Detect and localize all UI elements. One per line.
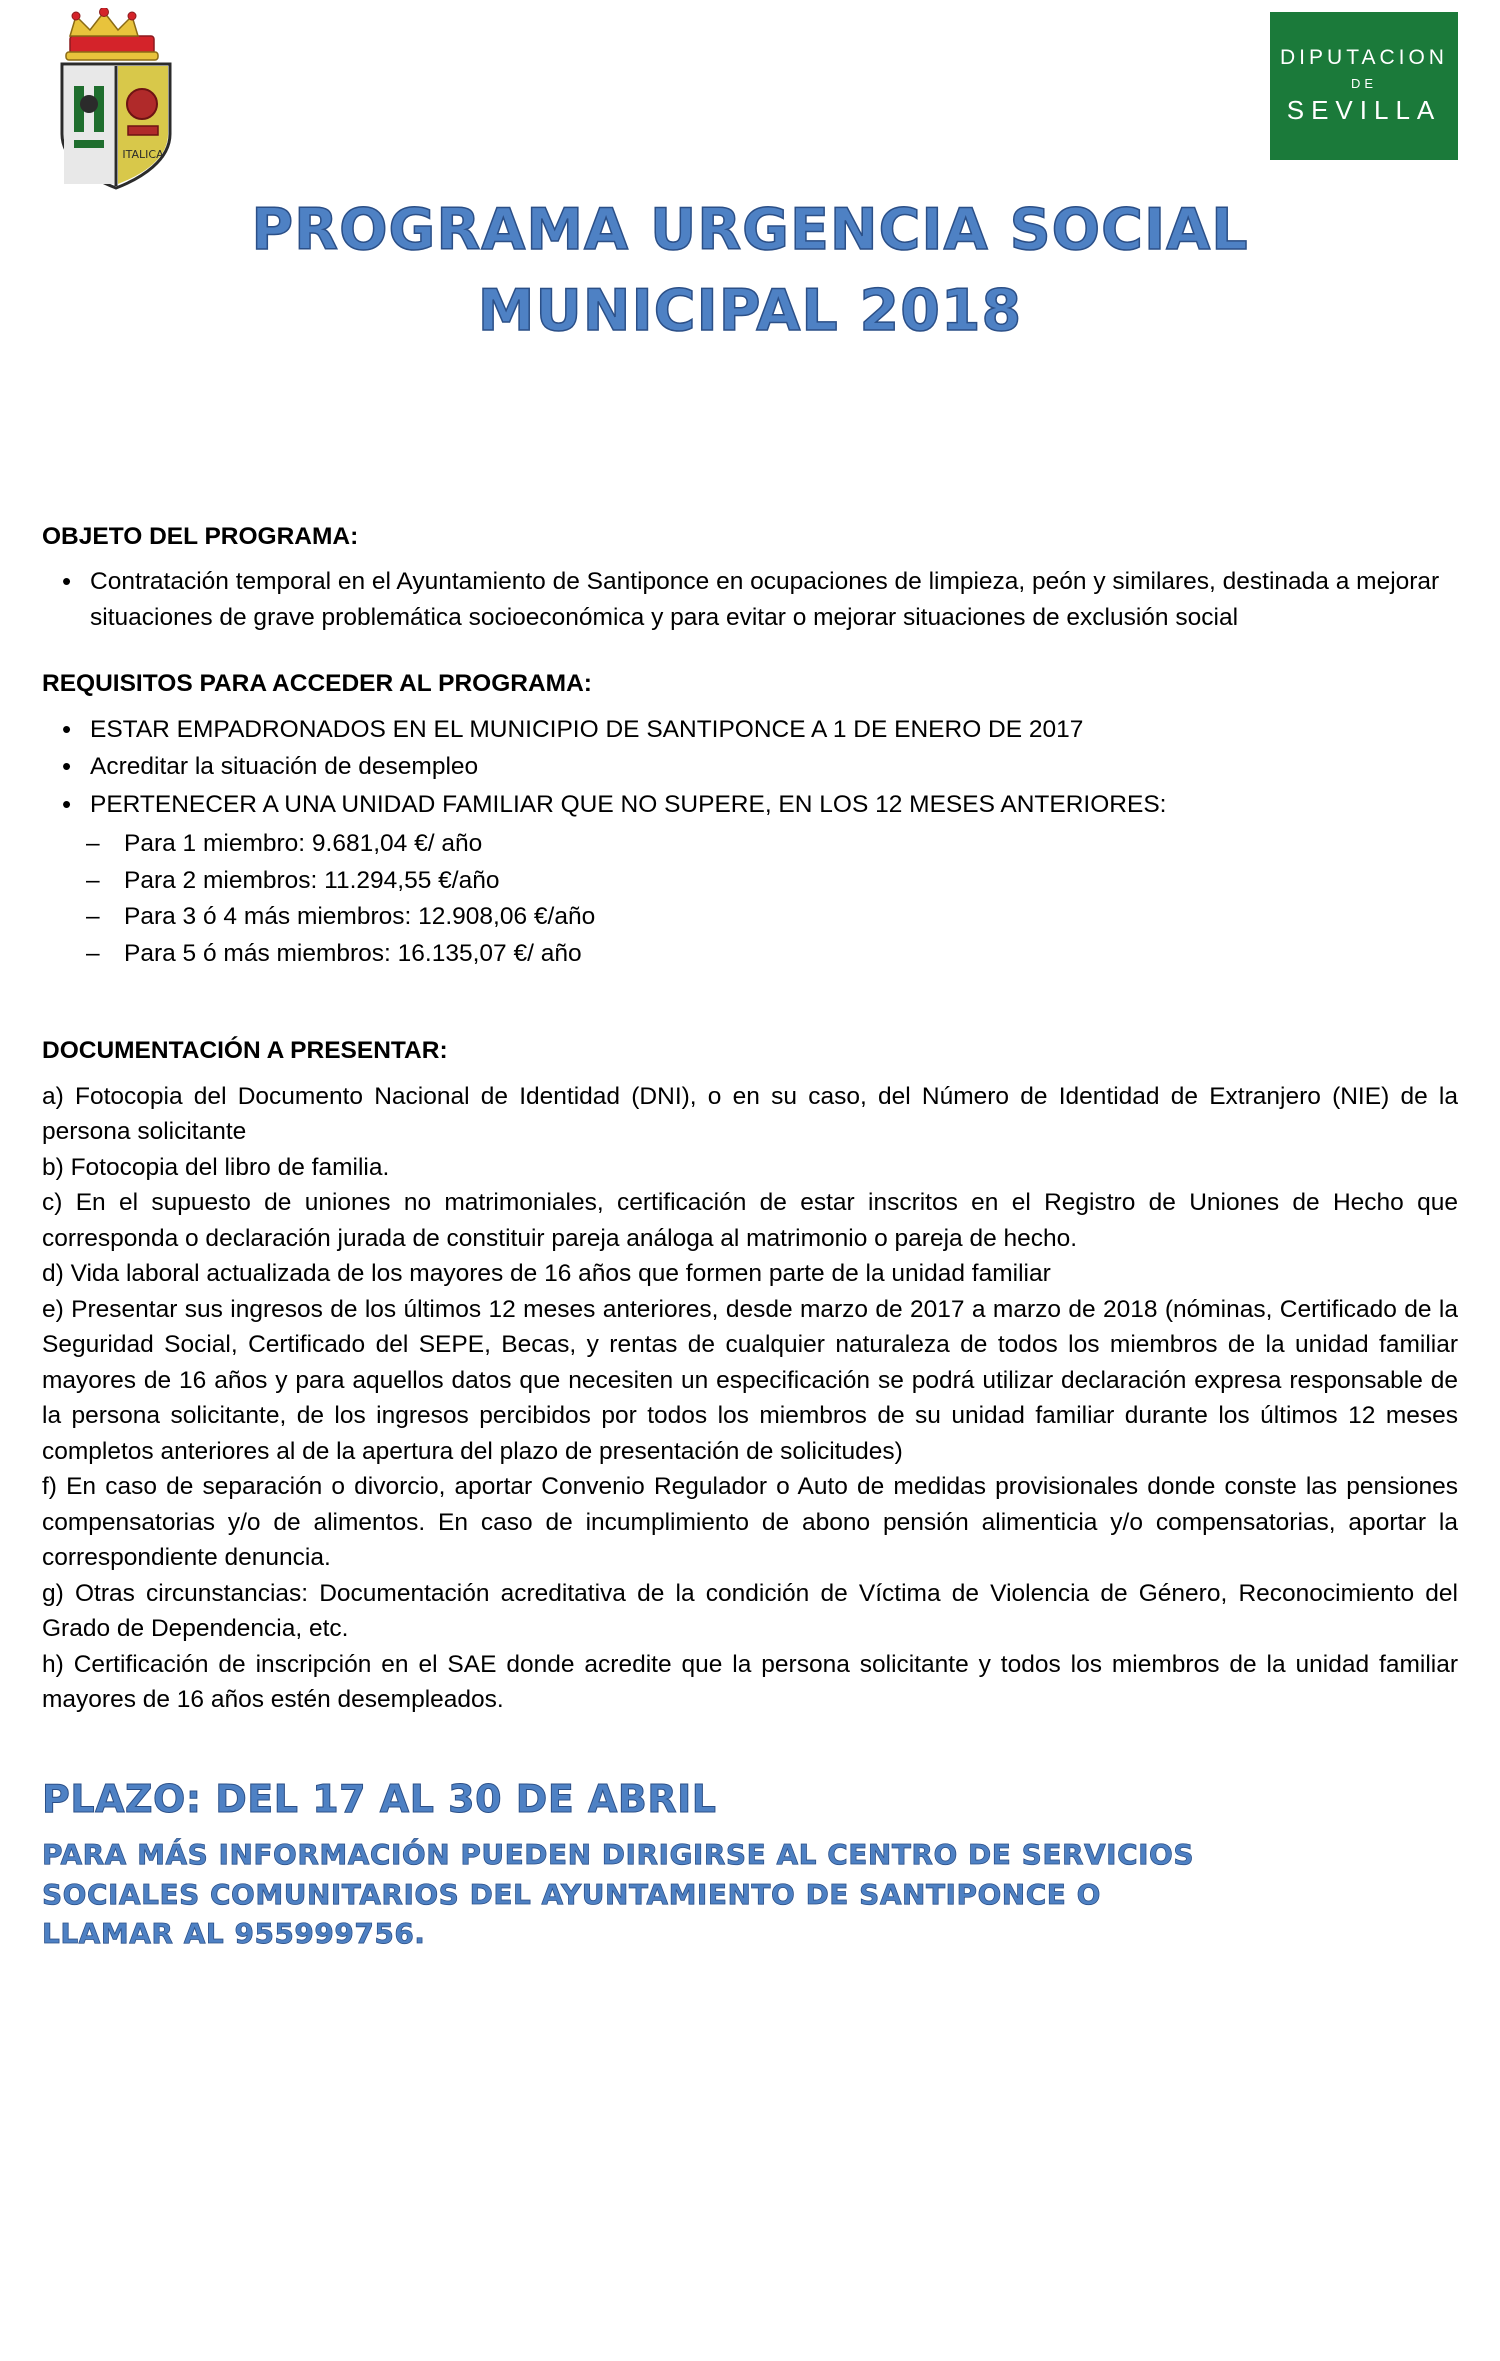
diputacion-logo-line3: SEVILLA xyxy=(1286,95,1442,125)
list-item: • Contratación temporal en el Ayuntamiento de Santiponce en ocupaciones de limpieza, peón y similares, destinada a mejorar situaciones de grave problemática socioeconómica y para evitar o mejorar situaciones de exclusión social xyxy=(42,564,1458,635)
footer xyxy=(42,1772,1458,1954)
list-item: • ESTAR EMPADRONADOS EN EL MUNICIPIO DE SANTIPONCE A 1 DE ENERO DE 2017 xyxy=(42,712,1458,748)
objeto-heading: OBJETO DEL PROGRAMA: xyxy=(42,523,359,550)
requisitos-list xyxy=(42,712,1458,823)
list-item: – Para 3 ó 4 más miembros: 12.908,06 €/año xyxy=(42,899,1458,935)
list-item: – Para 5 ó más miembros: 16.135,07 €/ año xyxy=(42,936,1458,972)
documentacion-item-g: g) Otras circunstancias: Documentación acreditativa de la condición de Víctima de Violencia de Género, Reconocimiento del Grado de Dependencia, etc. xyxy=(42,1579,1458,1643)
requisitos-heading: REQUISITOS PARA ACCEDER AL PROGRAMA: xyxy=(42,670,592,698)
list-item: • Acreditar la situación de desempleo xyxy=(42,749,1458,785)
documentacion-item-f: f) En caso de separación o divorcio, aportar Convenio Regulador o Auto de medidas provisionales donde conste las pensiones compensatorias y/o de alimentos. En caso de incumplimiento de abono pensión alimenticia y/o compensatorias, aportar la correspondiente denuncia. xyxy=(42,1473,1458,1572)
plazo-text: PLAZO: DEL 17 AL 30 DE ABRIL xyxy=(42,1776,717,1821)
title-line-1: PROGRAMA URGENCIA SOCIAL xyxy=(251,197,1249,263)
header xyxy=(42,0,1458,200)
diputacion-logo-line1: DIPUTACION xyxy=(1280,46,1448,69)
santiponce-coat-of-arms-icon xyxy=(42,8,192,193)
info-line-1: PARA MÁS INFORMACIÓN PUEDEN DIRIGIRSE AL CENTRO DE SERVICIOS xyxy=(42,1837,1195,1871)
list-item: – Para 2 miembros: 11.294,55 €/año xyxy=(42,863,1458,899)
diputacion-de-sevilla-logo xyxy=(1270,12,1458,160)
documentacion-item-b: b) Fotocopia del libro de familia. xyxy=(42,1153,390,1181)
documentacion-item-e: e) Presentar sus ingresos de los últimos 12 meses anteriores, desde marzo de 2017 a marzo de 2018 (nóminas, Certificado de la Seguridad Social, Certificado del SEPE, Becas, y rentas de cualquier naturaleza de todos los miembros de la unidad familiar mayores de 16 años y para aquellos datos que necesiten un especificación se podrá utilizar declaración expresa responsable de la persona solicitante, de los ingresos percibidos por todos los miembros de su unidad familiar durante los últimos 12 meses completos anteriores al de la apertura del plazo de presentación de solicitudes) xyxy=(42,1295,1458,1465)
objeto-list xyxy=(42,564,1458,635)
diputacion-logo-line2: DE xyxy=(1350,76,1378,91)
documentacion-item-a: a) Fotocopia del Documento Nacional de Identidad (DNI), o en su caso, del Número de Identidad de Extranjero (NIE) de la persona solicitante xyxy=(42,1082,1458,1146)
poster-title xyxy=(0,190,1500,352)
list-item: • PERTENECER A UNA UNIDAD FAMILIAR QUE NO SUPERE, EN LOS 12 MESES ANTERIORES: xyxy=(42,787,1458,823)
income-limits-list xyxy=(42,826,1458,971)
list-item: – Para 1 miembro: 9.681,04 €/ año xyxy=(42,826,1458,862)
documentacion-item-c: c) En el supuesto de uniones no matrimoniales, certificación de estar inscritos en el Registro de Uniones de Hecho que corresponda o declaración jurada de constituir pareja análoga al matrimonio o pareja de hecho. xyxy=(42,1189,1458,1252)
poster-body xyxy=(42,520,1458,1954)
svg-text:ITALICA: ITALICA xyxy=(122,148,164,161)
documentacion-item-h: h) Certificación de inscripción en el SAE donde acredite que la persona solicitante y todos los miembros de la unidad familiar mayores de 16 años estén desempleados. xyxy=(42,1650,1458,1714)
info-line-3: LLAMAR AL 955999756. xyxy=(42,1917,426,1951)
documentacion-heading: DOCUMENTACIÓN A PRESENTAR: xyxy=(42,1037,448,1065)
info-line-2: SOCIALES COMUNITARIOS DEL AYUNTAMIENTO DE SANTIPONCE O xyxy=(42,1877,1101,1911)
documentacion-item-d: d) Vida laboral actualizada de los mayores de 16 años que formen parte de la unidad familiar xyxy=(42,1260,1051,1288)
title-line-2: MUNICIPAL 2018 xyxy=(477,277,1023,344)
